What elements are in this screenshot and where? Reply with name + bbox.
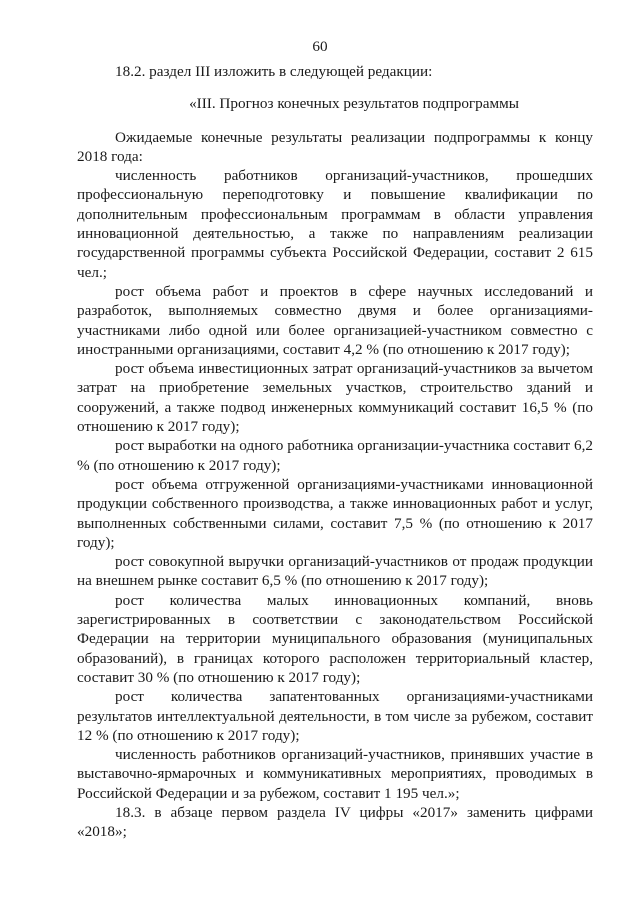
clause-18-2: 18.2. раздел III изложить в следующей редакции: [115, 63, 433, 80]
section-heading: «III. Прогноз конечных результатов подпрограммы [189, 95, 519, 113]
result-item: рост совокупной выручки организаций-участников от продаж продукции на внешнем рынке составит 6,5 % (по отношению к 2017 году); [77, 553, 593, 590]
result-item: рост объема инвестиционных затрат организаций-участников за вычетом затрат на приобретение земельных участков, строительство зданий и сооружений, а также подвод инженерных коммуникаций составит 16,5 % (по отношению к 2017 году); [77, 360, 593, 436]
result-item: рост количества малых инновационных компаний, вновь зарегистрированных в соответствии с законодательством Российской Федерации на территории муниципального образования (муниципальных образований), в границах которого расположен территориальный кластер, составит 30 % (по отношению к 2017 году); [77, 591, 593, 686]
result-item: численность работников организаций-участников, прошедших профессиональную переподготовку и повышение квалификации по дополнительным профессиональным программам в области управления инновационной деятельностью, а также по направлениям реализации государственной программы субъекта Российской Федерации, составит 2 615 чел.; [77, 167, 593, 281]
document-body [77, 62, 593, 842]
result-item: численность работников организаций-участников, принявших участие в выставочно-ярмарочных и коммуникативных мероприятиях, проводимых в Российской Федерации и за рубежом, составит 1 195 чел.»; [77, 746, 593, 802]
result-item: рост выработки на одного работника организации-участника составит 6,2 % (по отношению к 2017 году); [77, 437, 593, 474]
result-item: рост количества запатентованных организациями-участниками результатов интеллектуальной деятельности, в том числе за рубежом, составит 12 % (по отношению к 2017 году); [77, 688, 593, 744]
result-item: рост объема отгруженной организациями-участниками инновационной продукции собственного производства, а также инновационных работ и услуг, выполненных собственными силами, составит 7,5 % (по отношению к 2017 году); [77, 475, 593, 551]
clause-18-3: 18.3. в абзаце первом раздела IV цифры «2017» заменить цифрами «2018»; [77, 803, 593, 841]
intro-paragraph: Ожидаемые конечные результаты реализации подпрограммы к концу 2018 года: [77, 128, 593, 165]
result-item: рост объема работ и проектов в сфере научных исследований и разработок, выполняемых совместно двумя и более организациями-участниками либо одной или более организацией-участником совместно с иностранными организациями, составит 4,2 % (по отношению к 2017 году); [77, 282, 593, 358]
page-number: 60 [312, 38, 328, 55]
